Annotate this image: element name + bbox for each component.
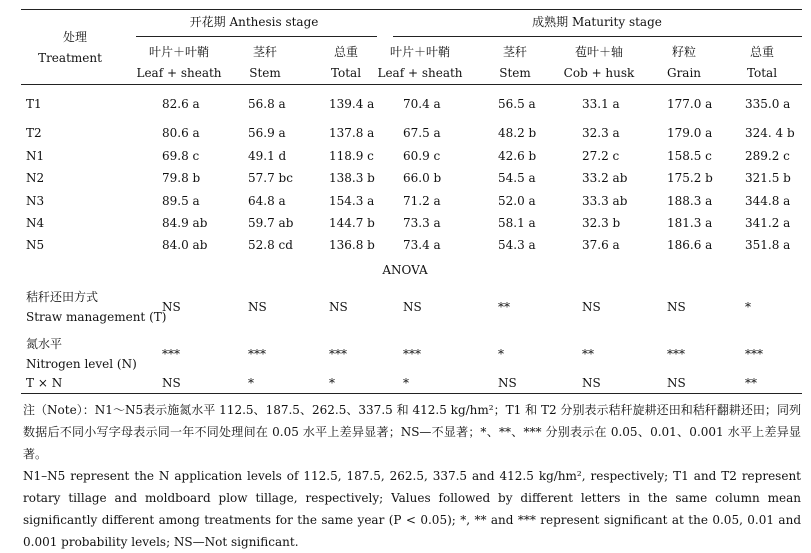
anova-cell: ** <box>745 376 757 390</box>
top-rule <box>21 9 802 10</box>
group-rule-anthesis <box>136 36 377 37</box>
anova-cell: NS <box>667 300 686 314</box>
column-header-zh: 叶片＋叶鞘 <box>148 45 210 59</box>
anova-cell: *** <box>329 347 347 361</box>
anova-cell: NS <box>403 300 422 314</box>
note-en: N1–N5 represent the N application levels of 112.5, 187.5, 262.5, 337.5 and 412.5 kg/hm², respectively; T1 and T2 represent rotary tillage and moldboard plow tillage, respectively; Values followed by different letters in the same column mean significantly different among treatments for the same year (P < 0.05); *, ** and *** represent significant at the 0.05, 0.01 and 0.001 probability levels; NS—Not significant. <box>23 469 801 549</box>
row-label: N3 <box>26 194 45 208</box>
anova-cell: * <box>745 300 751 314</box>
column-header-en: Stem <box>249 66 281 80</box>
table-cell: 289.2 c <box>745 149 790 163</box>
anova-cell: NS <box>667 376 686 390</box>
table-cell: 52.8 cd <box>248 238 293 252</box>
treatment-header-en: Treatment <box>38 51 102 65</box>
table-cell: 58.1 a <box>498 216 536 230</box>
table-cell: 60.9 c <box>403 149 441 163</box>
table-cell: 138.3 b <box>329 171 375 185</box>
anova-cell: NS <box>498 376 517 390</box>
column-header-en: Leaf + sheath <box>377 66 463 80</box>
anova-row-label: 秸秆还田方式 <box>26 290 99 304</box>
table-cell: 73.4 a <box>403 238 441 252</box>
table-cell: 56.5 a <box>498 97 536 111</box>
bottom-rule <box>21 393 802 394</box>
treatment-header-zh: 处理 <box>62 30 88 44</box>
table-cell: 344.8 a <box>745 194 791 208</box>
note-zh: 注（Note）：N1～N5表示施氮水平 112.5、187.5、262.5、337.5 和 412.5 kg/hm²；T1 和 T2 分别表示秸秆旋耕还田和秸秆翻耕还田；同列数据后不同小写字母表示同一年不同处理间在 0.05 水平上差异显著；NS—不显著；*、**、*** 分别表示在 0.05、0.01、0.001 水平上差异显著。 <box>23 403 801 461</box>
column-header-zh: 总重 <box>749 45 775 59</box>
table-cell: 49.1 d <box>248 149 287 163</box>
table-cell: 33.1 a <box>582 97 620 111</box>
column-header-en: Stem <box>499 66 531 80</box>
table-cell: 84.9 ab <box>162 216 208 230</box>
column-header-zh: 茎秆 <box>502 45 528 59</box>
anova-cell: NS <box>329 300 348 314</box>
table-cell: 82.6 a <box>162 97 200 111</box>
column-header-zh: 总重 <box>333 45 359 59</box>
column-header-en: Cob + husk <box>563 66 635 80</box>
row-label: N2 <box>26 171 45 185</box>
anova-cell: * <box>403 376 409 390</box>
column-header-en: Leaf + sheath <box>136 66 222 80</box>
row-label: N1 <box>26 149 45 163</box>
anova-cell: *** <box>745 347 763 361</box>
table-cell: 66.0 b <box>403 171 442 185</box>
table-cell: 136.8 b <box>329 238 375 252</box>
table-cell: 351.8 a <box>745 238 791 252</box>
table-cell: 177.0 a <box>667 97 713 111</box>
table-cell: 181.3 a <box>667 216 713 230</box>
table-cell: 73.3 a <box>403 216 441 230</box>
group-header-anthesis: 开花期 Anthesis stage <box>189 15 319 29</box>
column-header-zh: 茎秆 <box>252 45 278 59</box>
table-cell: 188.3 a <box>667 194 713 208</box>
row-label: N4 <box>26 216 45 230</box>
anova-cell: *** <box>162 347 180 361</box>
table-cell: 54.3 a <box>498 238 536 252</box>
table-cell: 56.9 a <box>248 126 286 140</box>
column-header-zh: 籽粒 <box>671 45 697 59</box>
anova-cell: NS <box>162 376 181 390</box>
table-cell: 341.2 a <box>745 216 791 230</box>
table-cell: 175.2 b <box>667 171 713 185</box>
column-header-en: Grain <box>666 66 702 80</box>
row-label: N5 <box>26 238 45 252</box>
table-cell: 71.2 a <box>403 194 441 208</box>
table-cell: 79.8 b <box>162 171 201 185</box>
table-cell: 32.3 a <box>582 126 620 140</box>
table-cell: 89.5 a <box>162 194 200 208</box>
table-cell: 27.2 c <box>582 149 620 163</box>
table-note <box>23 399 801 553</box>
table-cell: 118.9 c <box>329 149 374 163</box>
table-cell: 56.8 a <box>248 97 286 111</box>
table-cell: 59.7 ab <box>248 216 294 230</box>
table-cell: 37.6 a <box>582 238 620 252</box>
table-cell: 57.7 bc <box>248 171 293 185</box>
anova-cell: NS <box>582 376 601 390</box>
table-cell: 64.8 a <box>248 194 286 208</box>
table-cell: 154.3 a <box>329 194 375 208</box>
column-header-en: Total <box>330 66 362 80</box>
table-cell: 324. 4 b <box>745 126 795 140</box>
table-cell: 48.2 b <box>498 126 537 140</box>
column-header-zh: 叶片＋叶鞘 <box>389 45 451 59</box>
table-cell: 32.3 b <box>582 216 621 230</box>
table-cell: 186.6 a <box>667 238 713 252</box>
anova-cell: ** <box>498 300 510 314</box>
anova-cell: *** <box>667 347 685 361</box>
table-cell: 137.8 a <box>329 126 375 140</box>
anova-row-label: 氮水平 <box>26 337 63 351</box>
table-cell: 158.5 c <box>667 149 712 163</box>
table-cell: 70.4 a <box>403 97 441 111</box>
anova-row-label: T × N <box>26 376 63 390</box>
table-cell: 179.0 a <box>667 126 713 140</box>
anova-cell: * <box>498 347 504 361</box>
anova-cell: * <box>329 376 335 390</box>
table-cell: 84.0 ab <box>162 238 208 252</box>
table-cell: 335.0 a <box>745 97 791 111</box>
anova-cell: NS <box>582 300 601 314</box>
group-header-maturity: 成熟期 Maturity stage <box>532 15 662 29</box>
table-cell: 42.6 b <box>498 149 537 163</box>
table-cell: 69.8 c <box>162 149 200 163</box>
table-cell: 33.2 ab <box>582 171 628 185</box>
table-cell: 54.5 a <box>498 171 536 185</box>
row-label: T2 <box>26 126 42 140</box>
table-cell: 33.3 ab <box>582 194 628 208</box>
anova-cell: ** <box>582 347 594 361</box>
anova-cell: *** <box>248 347 266 361</box>
table-cell: 139.4 a <box>329 97 375 111</box>
anova-cell: NS <box>248 300 267 314</box>
column-header-zh: 苞叶＋轴 <box>574 45 624 59</box>
table-cell: 67.5 a <box>403 126 441 140</box>
anova-cell: * <box>248 376 254 390</box>
table-cell: 144.7 b <box>329 216 375 230</box>
anova-cell: *** <box>403 347 421 361</box>
anova-row-label: Straw management (T) <box>26 310 167 324</box>
table-cell: 52.0 a <box>498 194 536 208</box>
row-label: T1 <box>26 97 42 111</box>
table-cell: 321.5 b <box>745 171 791 185</box>
anova-row-label: Nitrogen level (N) <box>26 357 137 371</box>
table-cell: 80.6 a <box>162 126 200 140</box>
anova-cell: NS <box>162 300 181 314</box>
group-rule-maturity <box>393 36 802 37</box>
column-header-en: Total <box>746 66 778 80</box>
anova-title: ANOVA <box>382 263 428 277</box>
header-rule <box>21 84 802 85</box>
